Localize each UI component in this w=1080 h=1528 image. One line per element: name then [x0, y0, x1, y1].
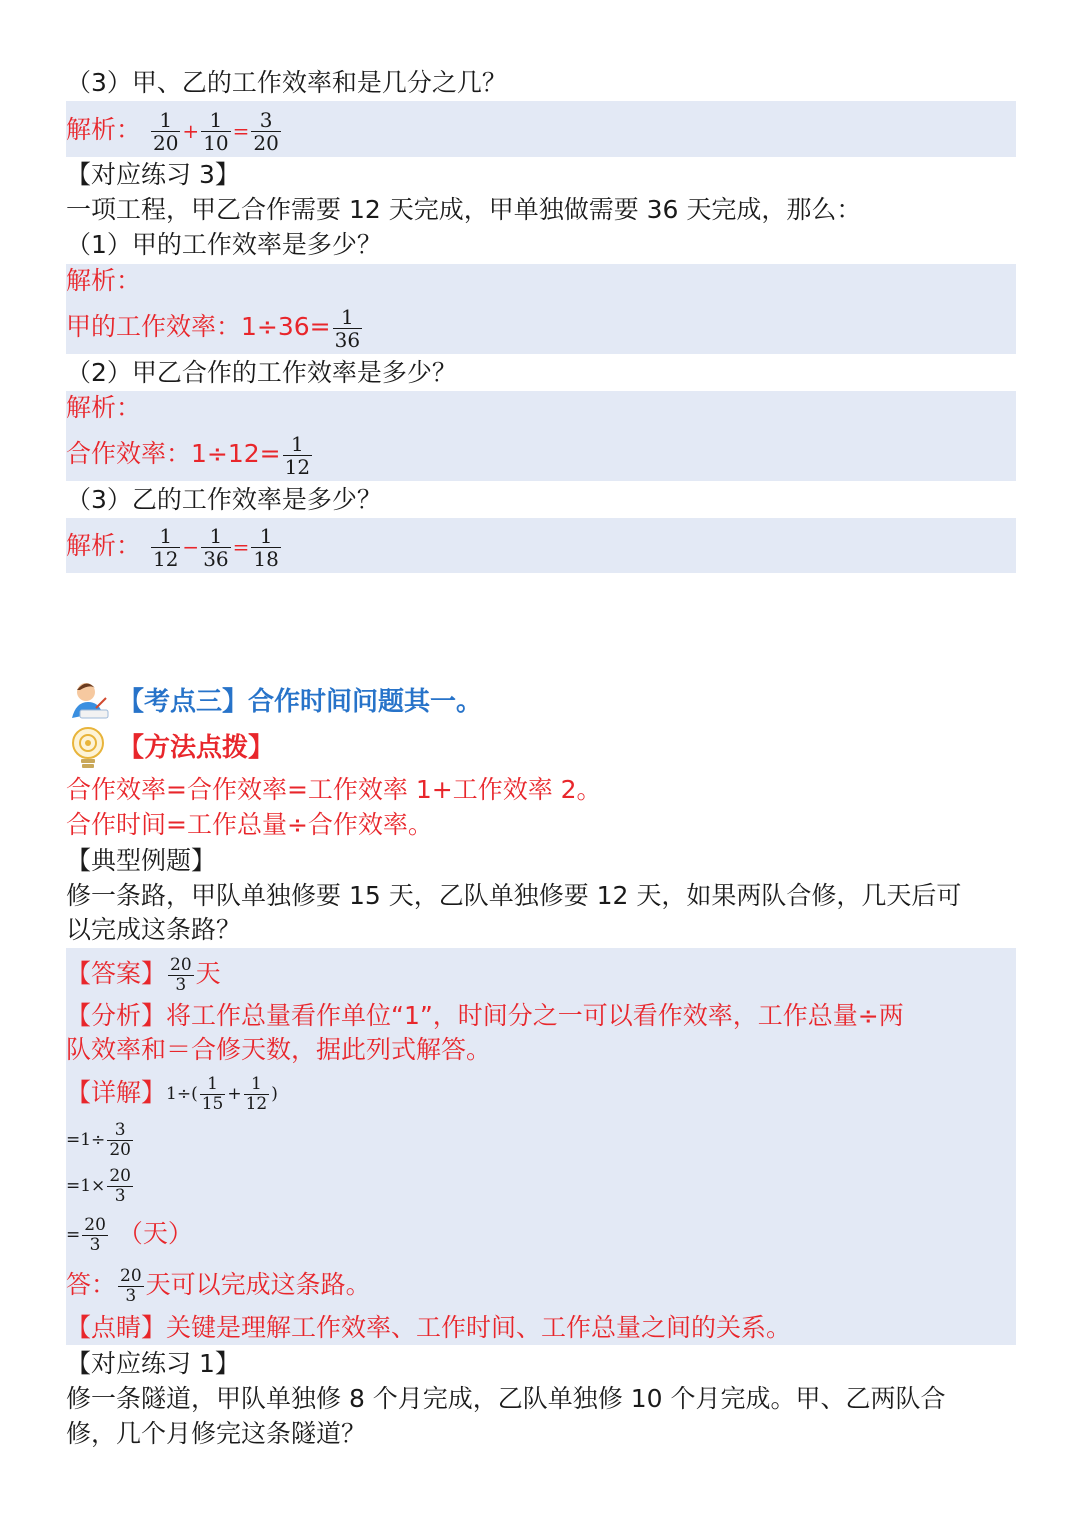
method-title: 【方法点拨】 — [118, 733, 275, 763]
analysis-row: 解析： $\frac{1}{20}$ + $\frac{1}{10}$ = $\frac{3}{20}$ — [66, 107, 279, 155]
practice-3-q1: （1）甲的工作效率是多少？ — [66, 230, 382, 259]
fraction: $\frac{20}{3}$ — [109, 1165, 131, 1206]
rule-line: 合作效率=合作效率=工作效率 1+工作效率 2。 — [66, 775, 602, 804]
analysis-label: 解析： — [66, 393, 142, 422]
section-header: 【考点三】合作时间问题其一。 — [118, 687, 483, 717]
rule-line: 合作时间=工作总量÷合作效率。 — [66, 810, 433, 839]
fraction: $\frac{1}{18}$ — [253, 523, 279, 571]
practice-1-text: 修，几个月修完这条隧道？ — [66, 1419, 367, 1448]
fraction: $\frac{20}{3}$ — [84, 1214, 106, 1255]
key-point: 【点睛】关键是理解工作效率、工作时间、工作总量之间的关系。 — [66, 1313, 792, 1342]
fraction: $\frac{1}{36}$ — [334, 304, 361, 352]
fraction: $\frac{20}{3}$ — [120, 1265, 142, 1306]
answer-row: 合作效率：1÷12= $\frac{1}{12}$ — [66, 431, 311, 479]
fraction: $\frac{1}{12}$ — [245, 1073, 268, 1114]
fraction: $\frac{1}{36}$ — [203, 523, 229, 571]
fraction: $\frac{20}{3}$ — [170, 954, 192, 995]
example-text: 以完成这条路？ — [66, 915, 242, 944]
step-row: =1÷ $\frac{3}{20}$ — [66, 1119, 131, 1160]
answer-row: 【答案】 $\frac{20}{3}$ 天 — [66, 954, 221, 995]
fraction: $\frac{1}{10}$ — [203, 107, 229, 155]
answer-row: 甲的工作效率：1÷36= $\frac{1}{36}$ — [66, 304, 361, 352]
fraction: $\frac{3}{20}$ — [253, 107, 279, 155]
fraction: $\frac{1}{20}$ — [152, 107, 179, 155]
practice-1-title: 【对应练习 1】 — [66, 1349, 240, 1378]
analysis-label: 解析： — [66, 266, 142, 295]
analysis-text: 队效率和＝合修天数，据此列式解答。 — [66, 1035, 492, 1064]
question-3-text: （3）甲、乙的工作效率和是几分之几？ — [66, 68, 507, 97]
student-icon — [66, 678, 112, 724]
step-row: =1× $\frac{20}{3}$ — [66, 1165, 131, 1206]
practice-3-problem: 一项工程，甲乙合作需要 12 天完成，甲单独做需要 36 天完成，那么： — [66, 195, 862, 224]
fraction: $\frac{3}{20}$ — [109, 1119, 131, 1160]
detail-row: 【详解】1÷( $\frac{1}{15}$ + $\frac{1}{12}$ ) — [66, 1073, 278, 1114]
analysis-row: 解析： $\frac{1}{12}$ − $\frac{1}{36}$ = $\frac{1}{18}$ — [66, 523, 279, 571]
practice-3-title: 【对应练习 3】 — [66, 160, 240, 189]
step-row: = $\frac{20}{3}$ （天） — [66, 1214, 193, 1255]
practice-3-q3: （3）乙的工作效率是多少？ — [66, 485, 382, 514]
practice-1-text: 修一条隧道，甲队单独修 8 个月完成，乙队单独修 10 个月完成。甲、乙两队合 — [66, 1384, 946, 1413]
example-text: 修一条路，甲队单独修要 15 天，乙队单独修要 12 天，如果两队合修，几天后可 — [66, 881, 962, 910]
analysis-label: 解析： — [66, 115, 142, 144]
fraction: $\frac{1}{12}$ — [284, 431, 311, 479]
final-answer-row: 答： $\frac{20}{3}$ 天可以完成这条路。 — [66, 1265, 371, 1306]
example-title: 【典型例题】 — [66, 846, 217, 875]
fraction: $\frac{1}{15}$ — [201, 1073, 224, 1114]
analysis-text: 【分析】将工作总量看作单位“1”，时间分之一可以看作效率，工作总量÷两 — [66, 1001, 904, 1030]
practice-3-q2: （2）甲乙合作的工作效率是多少？ — [66, 358, 457, 387]
lightbulb-icon — [68, 725, 108, 771]
fraction: $\frac{1}{12}$ — [152, 523, 179, 571]
